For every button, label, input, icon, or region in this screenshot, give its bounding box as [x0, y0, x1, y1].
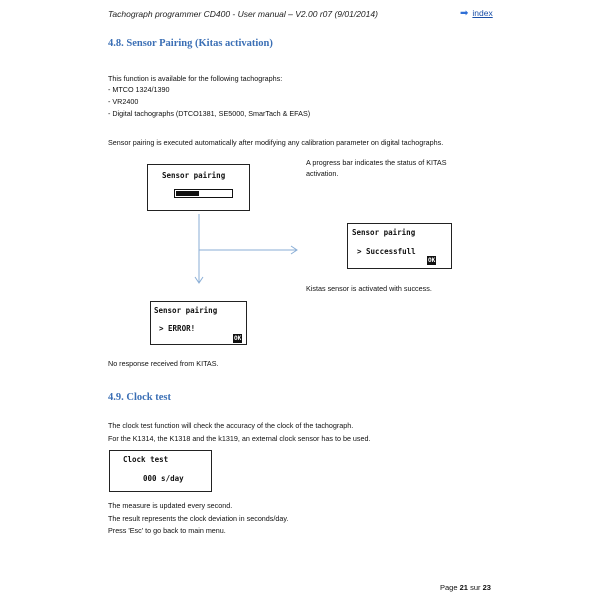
lcd-screen-error	[150, 301, 247, 345]
lcd-title: Sensor pairing	[154, 306, 218, 315]
lcd-error-message: > ERROR!	[159, 324, 196, 333]
lcd-title: Sensor pairing	[352, 228, 416, 237]
arrow-right-icon: ➡	[460, 8, 469, 19]
document-header-title: Tachograph programmer CD400 - User manual – V2.00 r07 (9/01/2014)	[108, 9, 378, 19]
clock-note: The measure is updated every second.	[108, 501, 233, 510]
lcd-success-message: > Successfull	[357, 247, 416, 256]
section-heading-clock-test: 4.9. Clock test	[108, 392, 171, 403]
index-link-label: index	[472, 8, 493, 18]
clock-note: Press 'Esc' to go back to main menu.	[108, 526, 226, 535]
lcd-screen-clock	[109, 450, 212, 492]
ok-badge: OK	[234, 335, 242, 342]
clock-sensor-note: For the K1314, the K1318 and the k1319, an external clock sensor has to be used.	[108, 434, 371, 443]
clock-note: The result represents the clock deviation in seconds/day.	[108, 514, 289, 523]
page-total: 23	[482, 583, 491, 592]
error-note: No response received from KITAS.	[108, 359, 219, 368]
list-item: - MTCO 1324/1390	[108, 85, 170, 94]
section-heading-sensor-pairing: 4.8. Sensor Pairing (Kitas activation)	[108, 38, 273, 49]
clock-test-description: The clock test function will check the accuracy of the clock of the tachograph.	[108, 421, 354, 430]
lcd-title: Sensor pairing	[162, 171, 226, 180]
progress-note-line1: A progress bar indicates the status of KITAS	[306, 158, 447, 167]
page-number	[440, 583, 491, 592]
page-current: 21	[459, 583, 468, 592]
list-item: - VR2400	[108, 97, 139, 106]
list-item: - Digital tachographs (DTCO1381, SE5000, SmarTach & EFAS)	[108, 109, 311, 118]
progress-note-line2: activation.	[306, 169, 339, 178]
page-of-label: sur	[470, 583, 481, 592]
lcd-screen-success	[347, 223, 452, 269]
success-note: Kistas sensor is activated with success.	[306, 284, 432, 293]
lcd-title: Clock test	[123, 455, 169, 464]
auto-pairing-note: Sensor pairing is executed automatically after modifying any calibration parameter on digital tachographs.	[108, 138, 444, 147]
page-label: Page	[440, 583, 458, 592]
clock-deviation-value: 000 s/day	[143, 474, 184, 483]
ok-badge: OK	[428, 257, 436, 264]
availability-intro: This function is available for the following tachographs:	[108, 74, 283, 83]
